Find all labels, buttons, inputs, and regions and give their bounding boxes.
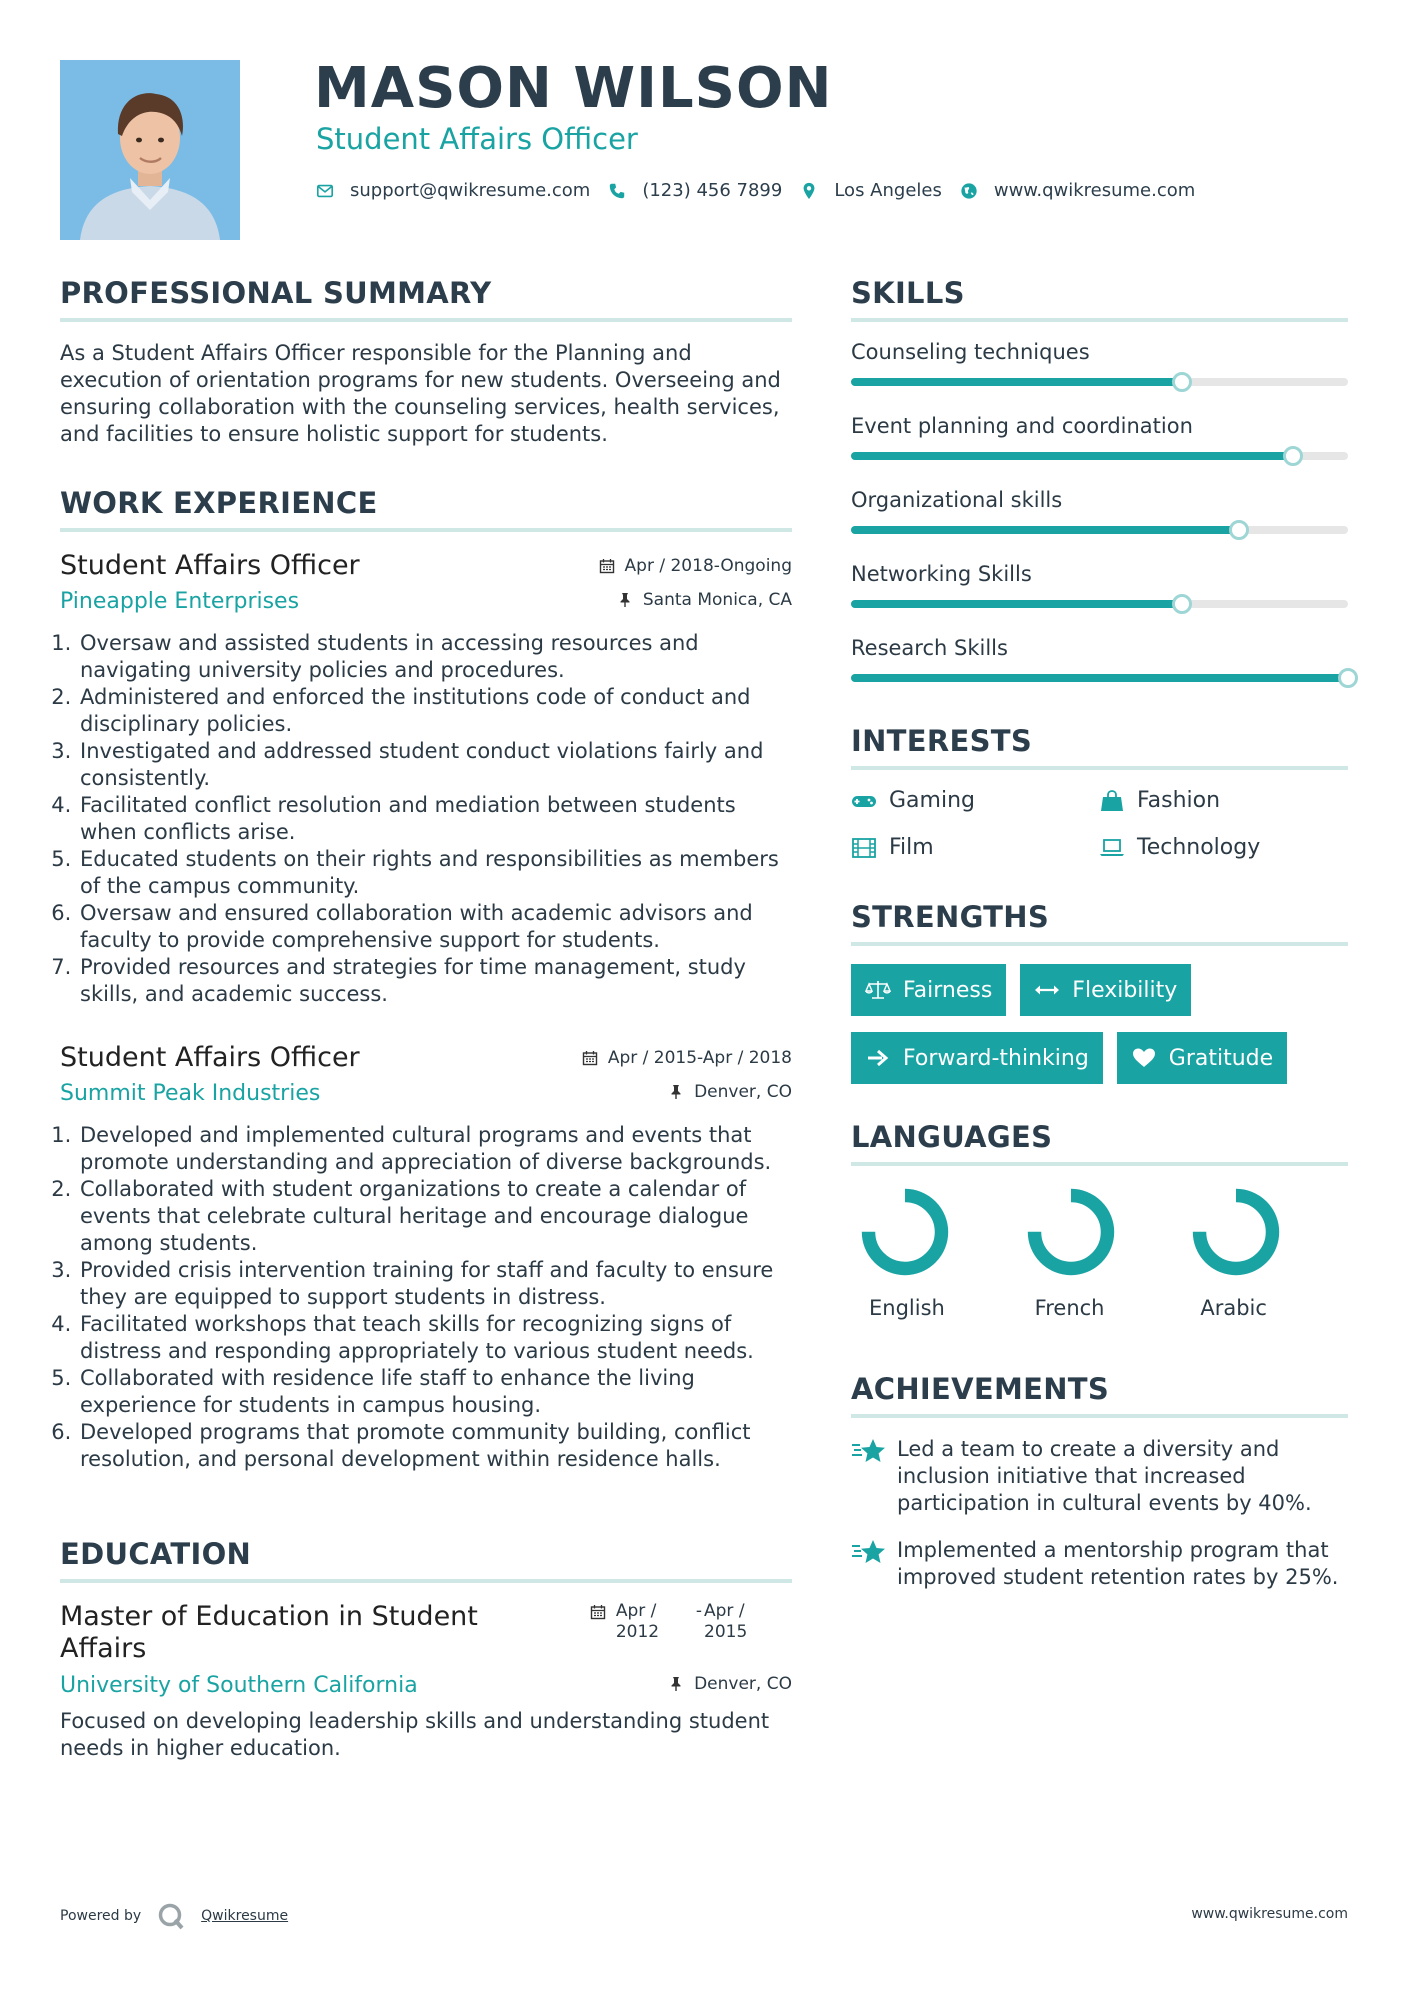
contact-phone[interactable] (608, 180, 782, 201)
candidate-name: MASON WILSON (314, 56, 833, 121)
skill-bar-knob (1229, 520, 1249, 540)
strength-gratitude (1117, 1032, 1287, 1084)
language-item (851, 1184, 1017, 1320)
strengths-section (851, 900, 1348, 1084)
email-text: support@qwikresume.com (350, 180, 591, 201)
skills-section (851, 276, 1348, 682)
language-gauge (1023, 1184, 1119, 1280)
strength-label: Forward-thinking (903, 1045, 1089, 1071)
list-item: 4. Facilitated workshops that teach skills for recognizing signs of distress and responding appropriately to various student needs. (78, 1311, 792, 1365)
date-separator: - (695, 1601, 702, 1621)
powered-by-label: Powered by (60, 1908, 142, 1924)
list-item: 4. Facilitated conflict resolution and mediation between students when conflicts arise. (78, 792, 792, 846)
skill-bar-knob (1338, 668, 1358, 688)
interest-fashion (1099, 788, 1348, 813)
job-bullets (60, 630, 792, 1008)
job-date-text: Apr / 2018-Ongoing (624, 556, 792, 576)
achievement-item (851, 1436, 1348, 1517)
languages-heading: LANGUAGES (851, 1120, 1348, 1166)
achievement-item (851, 1537, 1348, 1591)
footer-powered-by (60, 1902, 288, 1930)
job-date-text: Apr / 2015-Apr / 2018 (607, 1048, 792, 1068)
job-date (582, 1048, 792, 1068)
calendar-icon (582, 1050, 598, 1066)
education-start: Apr / 2012 (615, 1601, 660, 1642)
languages-section (851, 1120, 1348, 1320)
skill-name: Event planning and coordination (851, 414, 1193, 438)
summary-section (60, 276, 792, 448)
pushpin-icon (668, 1084, 684, 1100)
achievements-section (851, 1372, 1348, 1591)
phone-text: (123) 456 7899 (642, 180, 783, 201)
skill-item (851, 636, 1348, 682)
company-name: Summit Peak Industries (60, 1081, 321, 1106)
skill-item (851, 562, 1348, 608)
job-location-text: Denver, CO (694, 1082, 792, 1102)
job-location (668, 1082, 792, 1102)
skill-name: Networking Skills (851, 562, 1032, 586)
map-marker-icon (800, 182, 818, 200)
interest-gaming (851, 788, 1099, 813)
job-location-text: Santa Monica, CA (642, 590, 792, 610)
person-photo-icon (60, 60, 240, 240)
achievement-text: Led a team to create a diversity and inclusion initiative that increased participation in cultural events by 40%. (897, 1437, 1312, 1515)
balance-scale-icon (865, 979, 891, 1001)
skill-bar (851, 600, 1348, 608)
job-bullets (60, 1122, 792, 1473)
skill-bar-fill (851, 452, 1293, 460)
list-item: 5. Educated students on their rights and responsibilities as members of the campus community. (78, 846, 792, 900)
arrows-horizontal-icon (1034, 979, 1060, 1001)
location-text: Los Angeles (834, 180, 942, 201)
gamepad-icon (851, 790, 877, 812)
interest-label: Fashion (1137, 788, 1221, 813)
strength-label: Gratitude (1168, 1045, 1274, 1071)
language-gauge (857, 1184, 953, 1280)
qwikresume-logo-icon (157, 1902, 185, 1930)
experience-section (60, 486, 792, 1473)
education-description: Focused on developing leadership skills and understanding student needs in higher education. (60, 1709, 770, 1760)
footer-url[interactable]: www.qwikresume.com (1191, 1906, 1348, 1922)
envelope-icon (316, 182, 334, 200)
contact-website[interactable] (960, 180, 1195, 201)
list-item: 1. Oversaw and assisted students in accessing resources and navigating university policies and procedures. (78, 630, 792, 684)
skill-bar-fill (851, 600, 1182, 608)
interests-section (851, 724, 1348, 860)
list-item: 2. Administered and enforced the institutions code of conduct and disciplinary policies. (78, 684, 792, 738)
website-text: www.qwikresume.com (993, 180, 1196, 201)
candidate-title: Student Affairs Officer (316, 122, 638, 156)
job-entry-1 (60, 550, 792, 1008)
skill-name: Counseling techniques (851, 340, 1090, 364)
skill-bar (851, 674, 1348, 682)
laptop-icon (1099, 837, 1125, 859)
profile-photo (60, 60, 240, 240)
interest-label: Technology (1137, 835, 1261, 860)
left-column (60, 276, 792, 1762)
list-item: 6. Oversaw and ensured collaboration with academic advisors and faculty to provide comprehensive support for students. (78, 900, 792, 954)
phone-icon (608, 182, 626, 200)
skill-bar-fill (851, 526, 1239, 534)
list-item: 5. Collaborated with residence life staff to enhance the living experience for students in campus housing. (78, 1365, 792, 1419)
skill-bar (851, 452, 1348, 460)
heart-icon (1131, 1047, 1157, 1069)
pushpin-icon (668, 1676, 684, 1692)
achievement-text: Implemented a mentorship program that improved student retention rates by 25%. (897, 1538, 1339, 1589)
strength-flexibility (1020, 964, 1191, 1016)
job-date (599, 556, 792, 576)
skill-bar-knob (1172, 372, 1192, 392)
job-location (617, 590, 792, 610)
company-name: Pineapple Enterprises (60, 589, 300, 614)
language-name: English (869, 1296, 945, 1320)
education-end: Apr / 2015 (704, 1601, 748, 1642)
list-item: 3. Provided crisis intervention training for staff and faculty to ensure they are equipped to support students in distress. (78, 1257, 792, 1311)
education-location (668, 1674, 792, 1694)
language-item (1017, 1184, 1183, 1320)
pushpin-icon (617, 592, 633, 608)
strength-forward-thinking (851, 1032, 1103, 1084)
right-column (851, 276, 1348, 1611)
interests-heading: INTERESTS (851, 724, 1348, 770)
school-name: University of Southern California (60, 1673, 418, 1698)
summary-text: As a Student Affairs Officer responsible for the Planning and execution of orientation programs for new students. Overseeing and ensuring collaboration with the counseling services, health services, and facilities to ensure holistic support for students. (60, 341, 781, 446)
skill-bar (851, 526, 1348, 534)
list-item: 6. Developed programs that promote community building, conflict resolution, and personal development within residence halls. (78, 1419, 792, 1473)
calendar-icon (599, 558, 615, 574)
interest-label: Film (889, 835, 934, 860)
skill-bar-knob (1172, 594, 1192, 614)
interest-film (851, 835, 1099, 860)
language-name: Arabic (1200, 1296, 1267, 1320)
skills-heading: SKILLS (851, 276, 1348, 322)
skill-bar-fill (851, 378, 1182, 386)
globe-icon (960, 182, 978, 200)
strength-fairness (851, 964, 1006, 1016)
degree-title: Master of Education in Student Affairs (60, 1601, 478, 1664)
shopping-bag-icon (1099, 790, 1125, 812)
list-item: 2. Collaborated with student organizations to create a calendar of events that celebrate cultural heritage and encourage dialogue among students. (78, 1176, 792, 1257)
contact-email[interactable] (316, 180, 590, 201)
job-entry-2 (60, 1042, 792, 1473)
list-item: 7. Provided resources and strategies for time management, study skills, and academic success. (78, 954, 792, 1008)
calendar-icon (590, 1604, 606, 1620)
arrow-right-icon (865, 1047, 891, 1069)
film-icon (851, 837, 877, 859)
education-section (60, 1537, 792, 1762)
star-award-icon (851, 1537, 887, 1569)
skill-item (851, 414, 1348, 460)
language-gauge (1188, 1184, 1284, 1280)
star-award-icon (851, 1436, 887, 1468)
skill-bar-fill (851, 674, 1348, 682)
language-item (1182, 1184, 1348, 1320)
job-title: Student Affairs Officer (60, 550, 360, 581)
strength-label: Fairness (903, 977, 993, 1003)
interest-technology (1099, 835, 1348, 860)
achievements-heading: ACHIEVEMENTS (851, 1372, 1348, 1418)
experience-heading: WORK EXPERIENCE (60, 486, 792, 532)
interest-label: Gaming (889, 788, 975, 813)
list-item: 1. Developed and implemented cultural programs and events that promote understanding and appreciation of diverse backgrounds. (78, 1122, 792, 1176)
job-title: Student Affairs Officer (60, 1042, 360, 1073)
skill-item (851, 340, 1348, 386)
strengths-heading: STRENGTHS (851, 900, 1348, 946)
summary-heading: PROFESSIONAL SUMMARY (60, 276, 792, 322)
skill-bar-knob (1283, 446, 1303, 466)
contact-location (800, 180, 942, 201)
list-item: 3. Investigated and addressed student conduct violations fairly and consistently. (78, 738, 792, 792)
education-heading: EDUCATION (60, 1537, 792, 1583)
skill-name: Research Skills (851, 636, 1008, 660)
education-location-text: Denver, CO (694, 1674, 792, 1694)
strength-label: Flexibility (1072, 977, 1178, 1003)
education-dates (590, 1601, 756, 1643)
contact-bar (316, 180, 1213, 201)
skill-name: Organizational skills (851, 488, 1063, 512)
language-name: French (1034, 1296, 1105, 1320)
skill-bar (851, 378, 1348, 386)
brand-link[interactable]: Qwikresume (201, 1908, 289, 1924)
skill-item (851, 488, 1348, 534)
